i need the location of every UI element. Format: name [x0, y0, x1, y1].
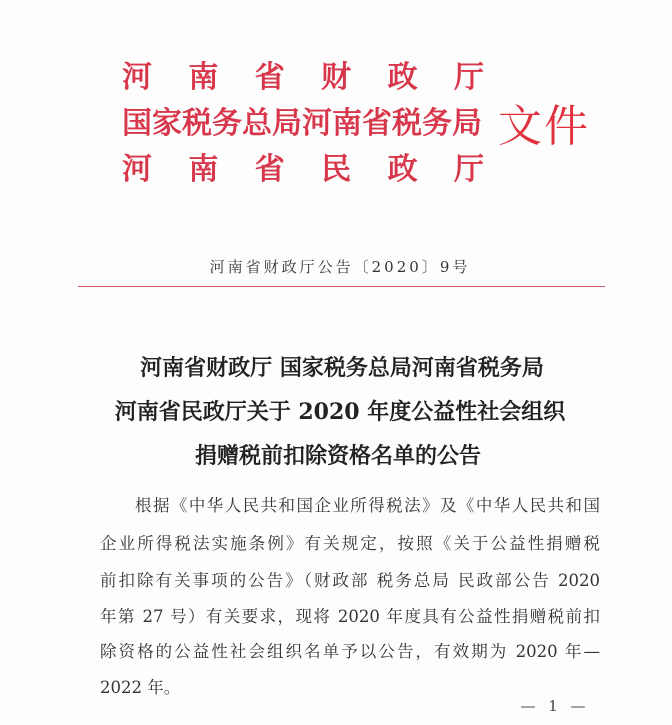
- issuer-char: 民: [321, 152, 352, 187]
- body-line-5: 除资格的公益性社会组织名单予以公告，有效期为 2020 年—: [100, 642, 600, 661]
- issuer-char: 厅: [453, 60, 484, 95]
- issuer-line-tax-bureau: 国家税务总局河南省税务局: [122, 106, 482, 141]
- title-line-3: 捐赠税前扣除资格名单的公告: [194, 443, 481, 469]
- body-line-1: 根据《中华人民共和国企业所得税法》及《中华人民共和国: [135, 496, 600, 515]
- issuer-char: 政: [387, 152, 418, 187]
- document-label: 文件: [498, 101, 590, 152]
- issuer-char: 南: [188, 152, 219, 187]
- page-number: — 1 —: [520, 697, 590, 715]
- issuer-char: 政: [387, 60, 418, 95]
- red-divider: [78, 286, 605, 287]
- issuer-char: 河: [122, 60, 152, 95]
- body-line-6: 2022 年。: [100, 678, 181, 697]
- document-number: 河南省财政厅公告〔2020〕9号: [209, 258, 471, 276]
- issuer-char: 省: [254, 152, 285, 187]
- issuer-char: 厅: [453, 152, 484, 187]
- issuer-char: 省: [254, 60, 285, 95]
- title-line-1: 河南省财政厅 国家税务总局河南省税务局: [140, 355, 544, 381]
- body-line-4: 年第 27 号）有关要求，现将 2020 年度具有公益性捐赠税前扣: [100, 607, 600, 626]
- body-line-2: 企业所得税法实施条例》有关规定，按照《关于公益性捐赠税: [100, 534, 600, 553]
- issuer-line-finance-department: [122, 58, 482, 98]
- title-line-2: 河南省民政厅关于 2020 年度公益性社会组织: [114, 399, 566, 425]
- issuer-char: 南: [188, 60, 219, 95]
- issuer-char: 财: [321, 60, 352, 95]
- issuer-char: 河: [122, 152, 152, 187]
- body-line-3: 前扣除有关事项的公告》（财政部 税务总局 民政部公告 2020: [100, 571, 600, 590]
- issuer-line-civil-affairs: [122, 150, 482, 190]
